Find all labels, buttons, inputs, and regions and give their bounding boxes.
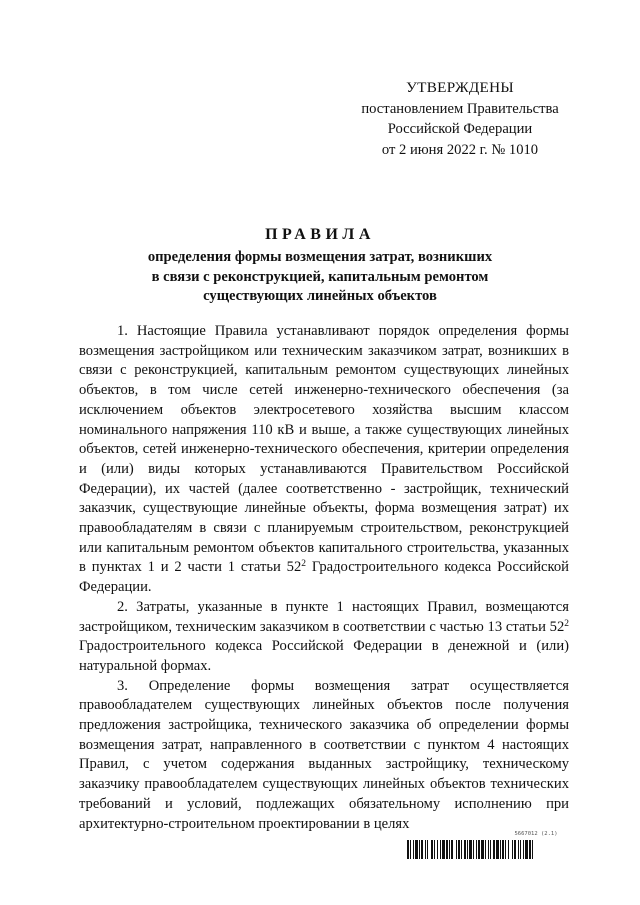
paragraph-1-text: 1. Настоящие Правила устанавливают порядок определения формы возмещения застройщиком или техническим заказчиком затрат, возникших в связи с реконструкцией, капитальным ремонтом существующих линейных объектов, в том числе сетей инженерно-технического обеспечения (за исключением объектов электросетевого хозяйства высшим классом номинального напряжения 110 кВ и выше, а также существующих линейных объектов, сетей инженерно-технического обеспечения, критерии определения и (или) виды которых устанавливаются Правительством Российской Федерации), их частей (далее соответственно - застройщик, технический заказчик, существующие линейные объекты, форма возмещения затрат) их правообладателям в связи с планируемым строительством, реконструкцией или капитальным ремонтом объектов капитального строительства, указанных в пунктах 1 и 2 части 1 статьи 52 [79, 323, 569, 576]
approval-line-2: Российской Федерации [387, 121, 533, 137]
approval-title: УТВЕРЖДЕНЫ [406, 79, 514, 96]
paragraph-2 [79, 598, 569, 677]
superscript: 2 [564, 618, 569, 629]
approval-line-1: постановлением Правительства [361, 100, 559, 117]
superscript: 2 [301, 559, 307, 570]
paragraph-2-text: 2. Затраты, указанные в пункте 1 настоящих Правил, возмещаются застройщиком, техническим заказчиком в соответствии с частью 13 статьи 52 [79, 598, 569, 635]
paragraph-2-text-end: Градостроительного кодекса Российской Федерации в денежной и (или) натуральной формах. [79, 638, 569, 674]
paragraph-1 [79, 322, 569, 598]
document-body [79, 322, 569, 834]
paragraph-1-text-end: Градостроительного кодекса Российской Федерации. [79, 559, 569, 596]
subtitle-line: определения формы возмещения затрат, возникших [147, 249, 493, 265]
document-subtitle [90, 248, 550, 307]
approval-block [330, 78, 590, 160]
document-title: ПРАВИЛА [265, 226, 375, 243]
approval-line-3: от 2 июня 2022 г. № 1010 [381, 141, 539, 158]
barcode-label: 5667012 (2.1) [514, 831, 558, 837]
paragraph-3: 3. Определение формы возмещения затрат осуществляется правообладателем существующих линейных объектов после получения предложения застройщика, технического заказчика об определении формы возмещения затрат, направленного в соответствии с пунктом 4 настоящих Правил, с учетом содержания выданных застройщику, техническому заказчику правообладателем существующих линейных объектов технических требований и условий, подлежащих обязательному исполнению при архитектурно-строительном проектировании в целях [79, 677, 569, 832]
subtitle-line: существующих линейных объектов [203, 288, 437, 304]
subtitle-line: в связи с реконструкцией, капитальным ремонтом [151, 268, 489, 285]
barcode-image [407, 840, 579, 859]
